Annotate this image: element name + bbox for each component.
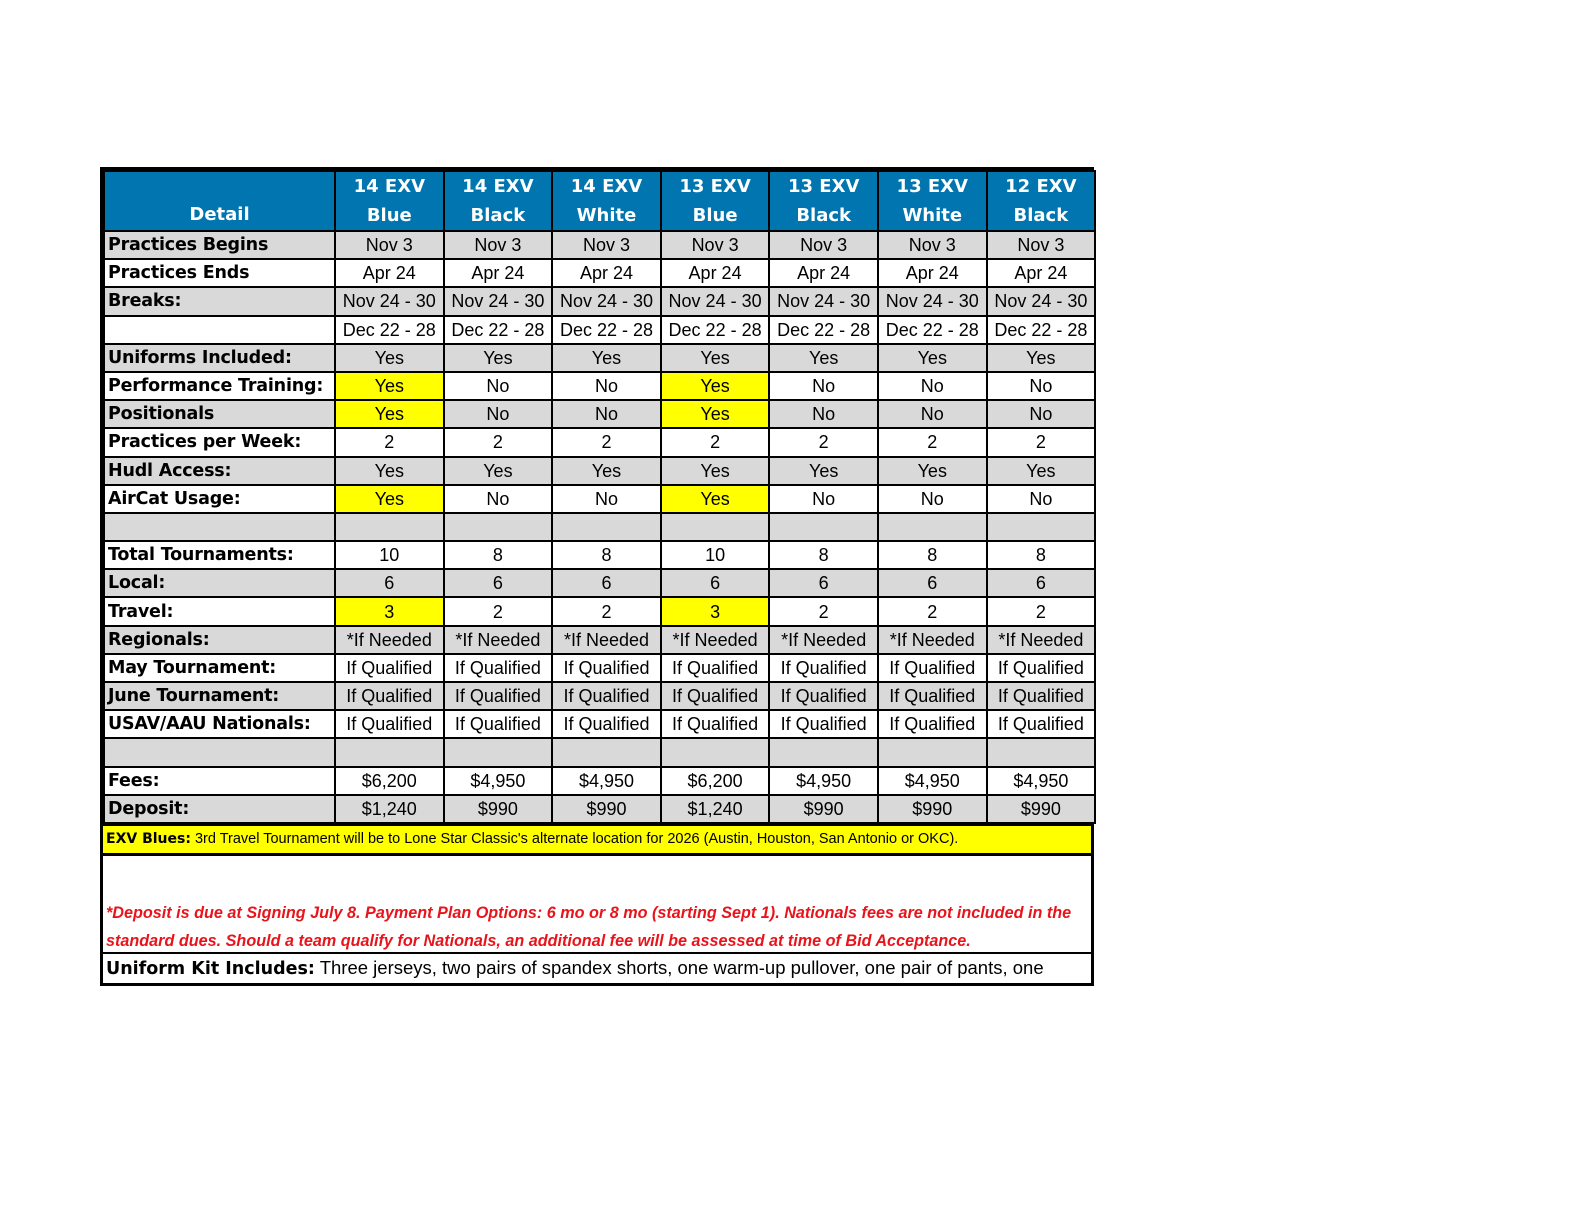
table-cell: *If Needed [444,626,553,654]
table-cell: 3 [335,597,444,625]
table-cell: If Qualified [444,654,553,682]
table-cell: Yes [552,457,661,485]
table-row [104,738,1095,766]
header-team [335,171,444,231]
team-color: Black [1013,205,1069,226]
table-cell: $990 [878,795,987,823]
table-cell: Yes [552,344,661,372]
table-cell [878,513,987,541]
table-cell: *If Needed [335,626,444,654]
table-cell: Dec 22 - 28 [444,316,553,344]
table-cell: No [769,485,878,513]
table-row [104,316,1095,344]
table-cell [444,738,553,766]
table-cell: Dec 22 - 28 [769,316,878,344]
row-label: USAV/AAU Nationals: [104,710,335,738]
table-cell: No [769,400,878,428]
table-cell: If Qualified [769,710,878,738]
team-age: 12 EXV [1005,176,1077,197]
table-cell: $6,200 [335,767,444,795]
table-cell: $4,950 [444,767,553,795]
team-color: White [576,205,637,226]
table-cell: Dec 22 - 28 [878,316,987,344]
table-cell: $6,200 [661,767,770,795]
table-cell [661,738,770,766]
table-cell: $990 [987,795,1096,823]
table-cell: Nov 24 - 30 [552,287,661,315]
header-team [444,171,553,231]
row-label: Breaks: [104,287,335,315]
table-cell: $990 [552,795,661,823]
table-cell: *If Needed [769,626,878,654]
row-label: Travel: [104,597,335,625]
row-label: Practices per Week: [104,428,335,456]
row-label: Performance Training: [104,372,335,400]
table-body [104,231,1095,823]
row-label: May Tournament: [104,654,335,682]
table-cell: 6 [769,569,878,597]
table-cell [987,738,1096,766]
table-cell: *If Needed [552,626,661,654]
team-color: Black [470,205,526,226]
table-cell: Apr 24 [987,259,1096,287]
header-team [878,171,987,231]
table-cell: If Qualified [987,682,1096,710]
table-cell: No [444,372,553,400]
table-cell: If Qualified [444,682,553,710]
table-cell: Yes [661,457,770,485]
uniform-kit-text: Three jerseys, two pairs of spandex shorts, one warm-up pullover, one pair of pants, one [314,956,1044,978]
table-row [104,654,1095,682]
table-cell: $990 [769,795,878,823]
table-cell: Nov 24 - 30 [878,287,987,315]
table-cell [987,513,1096,541]
header-detail: Detail [104,171,335,231]
table-cell: If Qualified [987,654,1096,682]
table-cell [769,738,878,766]
team-age: 13 EXV [679,176,751,197]
table-cell: No [552,372,661,400]
table-cell: 8 [444,541,553,569]
deposit-note: *Deposit is due at Signing July 8. Payment Plan Options: 6 mo or 8 mo (starting Sept 1). Nationals fees are not included in the standard dues. Should a team qualify for Nationals, an additional fee will be assessed at time of Bid Acceptance. [106,903,1072,950]
table-cell: No [444,400,553,428]
table-cell: 6 [878,569,987,597]
row-label: June Tournament: [104,682,335,710]
team-color: Black [796,205,852,226]
table-cell: Yes [987,457,1096,485]
table-cell: 2 [444,597,553,625]
table-cell: *If Needed [878,626,987,654]
row-label: Regionals: [104,626,335,654]
row-label: Positionals [104,400,335,428]
table-cell: No [552,400,661,428]
table-cell: Yes [335,344,444,372]
table-cell: Yes [335,372,444,400]
table-cell: Apr 24 [444,259,553,287]
table-cell: 2 [769,597,878,625]
team-comparison-sheet [100,167,1094,986]
row-label: Fees: [104,767,335,795]
table-cell: If Qualified [552,654,661,682]
header-team [552,171,661,231]
table-cell: If Qualified [552,682,661,710]
table-cell: Nov 24 - 30 [987,287,1096,315]
table-cell: Apr 24 [769,259,878,287]
table-cell: 2 [987,428,1096,456]
table-cell: Yes [661,372,770,400]
table-row [104,569,1095,597]
team-age: 13 EXV [787,176,860,197]
team-color: Blue [692,205,738,226]
table-cell: $4,950 [878,767,987,795]
table-cell: 6 [987,569,1096,597]
table-cell: No [878,372,987,400]
row-label: Practices Begins [104,231,335,259]
table-cell: No [878,485,987,513]
table-cell: No [769,372,878,400]
blues-travel-note [103,824,1091,856]
table-cell: Yes [335,457,444,485]
table-cell: 2 [661,428,770,456]
table-row [104,541,1095,569]
table-cell: If Qualified [769,654,878,682]
table-cell: Apr 24 [552,259,661,287]
table-cell: If Qualified [335,682,444,710]
table-cell: Yes [878,344,987,372]
table-cell: $1,240 [661,795,770,823]
table-cell: Nov 3 [552,231,661,259]
table-row [104,259,1095,287]
table-cell: Yes [335,400,444,428]
row-label [104,513,335,541]
table-cell: Apr 24 [878,259,987,287]
table-cell: No [552,485,661,513]
table-cell [661,513,770,541]
row-label: Deposit: [104,795,335,823]
table-cell: No [878,400,987,428]
table-cell [444,513,553,541]
table-cell: 2 [552,597,661,625]
table-cell: Apr 24 [335,259,444,287]
table-cell: If Qualified [769,682,878,710]
table-row [104,287,1095,315]
deposit-note-block [103,856,1091,954]
table-cell: Yes [335,485,444,513]
table-cell: Dec 22 - 28 [661,316,770,344]
table-cell: *If Needed [661,626,770,654]
table-cell: 2 [987,597,1096,625]
table-cell: *If Needed [987,626,1096,654]
table-cell [552,513,661,541]
table-row [104,457,1095,485]
table-cell: Nov 3 [987,231,1096,259]
table-cell: No [987,400,1096,428]
table-cell: If Qualified [878,654,987,682]
row-label [104,316,335,344]
team-color: White [902,205,963,226]
table-cell: Nov 24 - 30 [769,287,878,315]
table-cell: If Qualified [552,710,661,738]
table-row [104,372,1095,400]
table-cell: Nov 24 - 30 [661,287,770,315]
table-cell: Yes [444,457,553,485]
table-cell: If Qualified [987,710,1096,738]
table-cell: No [987,372,1096,400]
table-cell [769,513,878,541]
team-age: 14 EXV [570,176,643,197]
team-age: 13 EXV [896,176,968,197]
table-cell: If Qualified [444,710,553,738]
row-label: Local: [104,569,335,597]
table-cell: Dec 22 - 28 [987,316,1096,344]
table-cell: Yes [769,344,878,372]
table-cell: 8 [769,541,878,569]
table-cell: Nov 24 - 30 [444,287,553,315]
table-cell: Dec 22 - 28 [552,316,661,344]
table-cell: Yes [661,344,770,372]
table-row [104,428,1095,456]
table-cell: If Qualified [878,682,987,710]
table-cell: Nov 3 [878,231,987,259]
table-cell: $4,950 [769,767,878,795]
table-row [104,597,1095,625]
table-cell: If Qualified [335,654,444,682]
blues-note-label: EXV Blues: [106,830,191,847]
row-label: Total Tournaments: [104,541,335,569]
table-cell: No [444,485,553,513]
table-cell: 6 [661,569,770,597]
table-cell: If Qualified [335,710,444,738]
table-cell: If Qualified [661,710,770,738]
table-cell [878,738,987,766]
table-cell: 2 [335,428,444,456]
table-cell: $4,950 [552,767,661,795]
table-row [104,400,1095,428]
row-label: Hudl Access: [104,457,335,485]
table-cell: 10 [661,541,770,569]
table-cell: 2 [769,428,878,456]
table-cell: Yes [878,457,987,485]
table-cell: $1,240 [335,795,444,823]
row-label: Practices Ends [104,259,335,287]
table-cell: If Qualified [661,654,770,682]
table-cell: 3 [661,597,770,625]
table-cell: If Qualified [878,710,987,738]
table-cell: Nov 3 [769,231,878,259]
table-cell: Nov 3 [444,231,553,259]
table-cell: Yes [444,344,553,372]
blues-note-text: 3rd Travel Tournament will be to Lone Star Classic's alternate location for 2026 (Austin, Houston, San Antonio or OKC). [190,830,959,847]
table-cell [552,738,661,766]
table-row [104,767,1095,795]
table-cell: 8 [552,541,661,569]
table-cell: $990 [444,795,553,823]
table-cell: Yes [661,485,770,513]
table-cell: 6 [335,569,444,597]
uniform-kit-label: Uniform Kit Includes: [106,958,315,979]
table-row [104,513,1095,541]
table-cell [335,738,444,766]
table-cell: 2 [444,428,553,456]
table-cell: 2 [878,597,987,625]
table-cell: 2 [552,428,661,456]
table-cell: Yes [987,344,1096,372]
team-comparison-table [103,170,1096,824]
table-cell: Dec 22 - 28 [335,316,444,344]
table-cell [335,513,444,541]
table-cell: No [987,485,1096,513]
header-team [769,171,878,231]
table-cell: 2 [878,428,987,456]
row-label: Uniforms Included: [104,344,335,372]
header-team [661,171,770,231]
team-age: 14 EXV [353,176,425,197]
table-cell: Nov 3 [661,231,770,259]
table-cell: 10 [335,541,444,569]
table-cell: Yes [769,457,878,485]
uniform-kit-note [103,954,1091,983]
team-color: Blue [366,205,412,226]
table-cell: 6 [444,569,553,597]
table-row [104,485,1095,513]
row-label: AirCat Usage: [104,485,335,513]
table-cell: If Qualified [661,682,770,710]
team-age: 14 EXV [462,176,534,197]
header-team [987,171,1096,231]
table-row [104,682,1095,710]
header-row [104,171,1095,231]
table-cell: Yes [661,400,770,428]
table-cell: Nov 3 [335,231,444,259]
table-cell: 8 [878,541,987,569]
table-row [104,710,1095,738]
table-row [104,795,1095,823]
table-row [104,231,1095,259]
table-cell: Apr 24 [661,259,770,287]
row-label [104,738,335,766]
table-row [104,344,1095,372]
table-cell: $4,950 [987,767,1096,795]
table-cell: 8 [987,541,1096,569]
table-row [104,626,1095,654]
table-cell: Nov 24 - 30 [335,287,444,315]
table-cell: 6 [552,569,661,597]
